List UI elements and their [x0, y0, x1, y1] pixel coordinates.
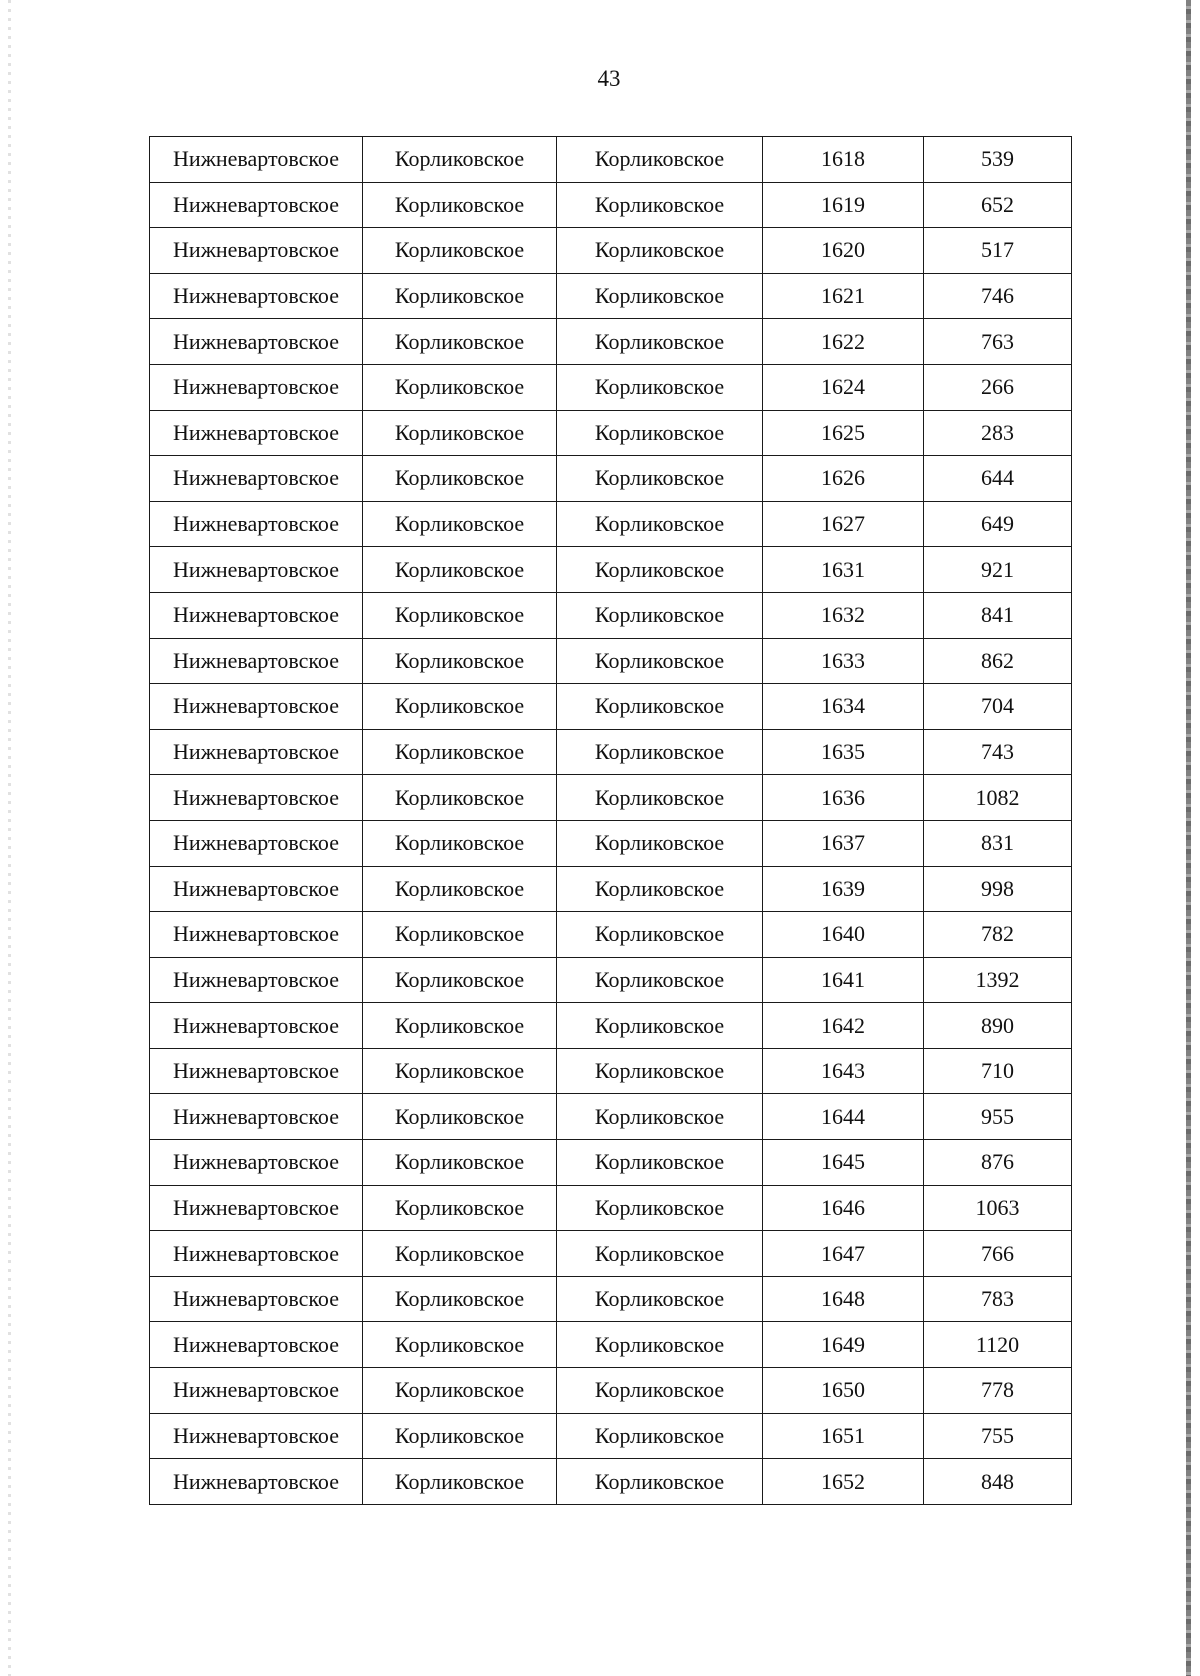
cell-district: Нижневартовское [150, 1413, 363, 1459]
cell-well-number: 1644 [763, 1094, 924, 1140]
cell-field: Корликовское [363, 228, 557, 274]
cell-district: Нижневартовское [150, 1459, 363, 1505]
cell-district: Нижневартовское [150, 1094, 363, 1140]
cell-value: 1063 [924, 1185, 1072, 1231]
table-row [150, 1140, 1072, 1186]
table-row [150, 456, 1072, 502]
cell-value: 763 [924, 319, 1072, 365]
cell-field: Корликовское [363, 684, 557, 730]
cell-value: 955 [924, 1094, 1072, 1140]
cell-district: Нижневартовское [150, 137, 363, 183]
cell-field: Корликовское [363, 912, 557, 958]
table-row [150, 912, 1072, 958]
cell-value: 778 [924, 1368, 1072, 1414]
cell-well-number: 1622 [763, 319, 924, 365]
cell-district: Нижневартовское [150, 456, 363, 502]
cell-well-number: 1618 [763, 137, 924, 183]
cell-field: Корликовское [363, 1368, 557, 1414]
cell-district: Нижневартовское [150, 410, 363, 456]
cell-deposit: Корликовское [557, 638, 763, 684]
cell-value: 876 [924, 1140, 1072, 1186]
cell-field: Корликовское [363, 1231, 557, 1277]
table-row [150, 1048, 1072, 1094]
cell-district: Нижневартовское [150, 182, 363, 228]
cell-district: Нижневартовское [150, 912, 363, 958]
cell-well-number: 1619 [763, 182, 924, 228]
cell-district: Нижневартовское [150, 957, 363, 1003]
cell-well-number: 1652 [763, 1459, 924, 1505]
cell-district: Нижневартовское [150, 1322, 363, 1368]
cell-well-number: 1626 [763, 456, 924, 502]
cell-value: 890 [924, 1003, 1072, 1049]
cell-well-number: 1648 [763, 1276, 924, 1322]
cell-field: Корликовское [363, 957, 557, 1003]
cell-well-number: 1627 [763, 501, 924, 547]
cell-field: Корликовское [363, 319, 557, 365]
cell-field: Корликовское [363, 592, 557, 638]
cell-value: 766 [924, 1231, 1072, 1277]
data-table [149, 136, 1072, 1505]
cell-well-number: 1635 [763, 729, 924, 775]
cell-value: 1120 [924, 1322, 1072, 1368]
cell-district: Нижневартовское [150, 1276, 363, 1322]
table-row [150, 228, 1072, 274]
cell-well-number: 1650 [763, 1368, 924, 1414]
table-row [150, 684, 1072, 730]
cell-field: Корликовское [363, 729, 557, 775]
cell-deposit: Корликовское [557, 456, 763, 502]
cell-district: Нижневартовское [150, 1231, 363, 1277]
cell-well-number: 1634 [763, 684, 924, 730]
cell-value: 517 [924, 228, 1072, 274]
cell-value: 782 [924, 912, 1072, 958]
table-row [150, 1231, 1072, 1277]
cell-field: Корликовское [363, 273, 557, 319]
cell-deposit: Корликовское [557, 1322, 763, 1368]
table-row [150, 957, 1072, 1003]
cell-value: 831 [924, 820, 1072, 866]
table-row [150, 1413, 1072, 1459]
cell-well-number: 1641 [763, 957, 924, 1003]
cell-deposit: Корликовское [557, 1368, 763, 1414]
table-row [150, 775, 1072, 821]
table-row [150, 820, 1072, 866]
cell-district: Нижневартовское [150, 319, 363, 365]
cell-well-number: 1646 [763, 1185, 924, 1231]
cell-value: 283 [924, 410, 1072, 456]
cell-deposit: Корликовское [557, 1413, 763, 1459]
table-body [150, 137, 1072, 1505]
cell-well-number: 1633 [763, 638, 924, 684]
cell-deposit: Корликовское [557, 1003, 763, 1049]
cell-deposit: Корликовское [557, 501, 763, 547]
cell-well-number: 1645 [763, 1140, 924, 1186]
cell-deposit: Корликовское [557, 1459, 763, 1505]
table-row [150, 182, 1072, 228]
cell-field: Корликовское [363, 1459, 557, 1505]
cell-district: Нижневартовское [150, 729, 363, 775]
cell-district: Нижневартовское [150, 866, 363, 912]
cell-well-number: 1621 [763, 273, 924, 319]
cell-deposit: Корликовское [557, 547, 763, 593]
cell-district: Нижневартовское [150, 775, 363, 821]
cell-well-number: 1643 [763, 1048, 924, 1094]
cell-value: 652 [924, 182, 1072, 228]
cell-value: 704 [924, 684, 1072, 730]
table-row [150, 319, 1072, 365]
cell-field: Корликовское [363, 1185, 557, 1231]
cell-field: Корликовское [363, 775, 557, 821]
cell-field: Корликовское [363, 1276, 557, 1322]
cell-district: Нижневартовское [150, 638, 363, 684]
cell-value: 755 [924, 1413, 1072, 1459]
cell-field: Корликовское [363, 501, 557, 547]
cell-deposit: Корликовское [557, 137, 763, 183]
cell-district: Нижневартовское [150, 547, 363, 593]
cell-well-number: 1636 [763, 775, 924, 821]
cell-well-number: 1649 [763, 1322, 924, 1368]
cell-value: 841 [924, 592, 1072, 638]
cell-field: Корликовское [363, 137, 557, 183]
cell-field: Корликовское [363, 1413, 557, 1459]
table-row [150, 501, 1072, 547]
cell-value: 1082 [924, 775, 1072, 821]
cell-field: Корликовское [363, 1048, 557, 1094]
table-row [150, 1094, 1072, 1140]
cell-district: Нижневартовское [150, 684, 363, 730]
cell-deposit: Корликовское [557, 364, 763, 410]
cell-district: Нижневартовское [150, 1140, 363, 1186]
cell-well-number: 1632 [763, 592, 924, 638]
table-row [150, 592, 1072, 638]
cell-deposit: Корликовское [557, 1140, 763, 1186]
cell-district: Нижневартовское [150, 228, 363, 274]
page-number: 43 [597, 66, 621, 91]
cell-value: 921 [924, 547, 1072, 593]
cell-value: 746 [924, 273, 1072, 319]
table-row [150, 1185, 1072, 1231]
cell-field: Корликовское [363, 410, 557, 456]
cell-field: Корликовское [363, 456, 557, 502]
cell-deposit: Корликовское [557, 912, 763, 958]
table-row [150, 729, 1072, 775]
cell-deposit: Корликовское [557, 1231, 763, 1277]
cell-field: Корликовское [363, 638, 557, 684]
cell-district: Нижневартовское [150, 1185, 363, 1231]
cell-district: Нижневартовское [150, 1003, 363, 1049]
cell-field: Корликовское [363, 547, 557, 593]
cell-value: 539 [924, 137, 1072, 183]
table-row [150, 638, 1072, 684]
cell-value: 862 [924, 638, 1072, 684]
cell-well-number: 1620 [763, 228, 924, 274]
cell-value: 998 [924, 866, 1072, 912]
cell-value: 743 [924, 729, 1072, 775]
cell-value: 644 [924, 456, 1072, 502]
table-row [150, 866, 1072, 912]
table-row [150, 273, 1072, 319]
scan-edge-right [1186, 0, 1191, 1676]
scan-edge-left [8, 0, 11, 1676]
cell-field: Корликовское [363, 1322, 557, 1368]
table-row [150, 1459, 1072, 1505]
cell-deposit: Корликовское [557, 957, 763, 1003]
cell-value: 1392 [924, 957, 1072, 1003]
cell-deposit: Корликовское [557, 1276, 763, 1322]
cell-value: 783 [924, 1276, 1072, 1322]
cell-deposit: Корликовское [557, 319, 763, 365]
cell-value: 710 [924, 1048, 1072, 1094]
cell-well-number: 1631 [763, 547, 924, 593]
cell-well-number: 1639 [763, 866, 924, 912]
cell-deposit: Корликовское [557, 1048, 763, 1094]
cell-field: Корликовское [363, 1140, 557, 1186]
cell-deposit: Корликовское [557, 866, 763, 912]
table-row [150, 410, 1072, 456]
cell-well-number: 1624 [763, 364, 924, 410]
cell-field: Корликовское [363, 182, 557, 228]
table-row [150, 364, 1072, 410]
cell-well-number: 1642 [763, 1003, 924, 1049]
cell-district: Нижневартовское [150, 273, 363, 319]
cell-deposit: Корликовское [557, 410, 763, 456]
cell-deposit: Корликовское [557, 228, 763, 274]
table-row [150, 1368, 1072, 1414]
table-row [150, 547, 1072, 593]
cell-deposit: Корликовское [557, 1094, 763, 1140]
cell-field: Корликовское [363, 1003, 557, 1049]
cell-well-number: 1647 [763, 1231, 924, 1277]
cell-field: Корликовское [363, 364, 557, 410]
cell-field: Корликовское [363, 820, 557, 866]
cell-deposit: Корликовское [557, 592, 763, 638]
cell-deposit: Корликовское [557, 182, 763, 228]
cell-deposit: Корликовское [557, 775, 763, 821]
cell-deposit: Корликовское [557, 1185, 763, 1231]
cell-district: Нижневартовское [150, 364, 363, 410]
table-row [150, 1276, 1072, 1322]
cell-value: 266 [924, 364, 1072, 410]
cell-field: Корликовское [363, 1094, 557, 1140]
cell-field: Корликовское [363, 866, 557, 912]
cell-district: Нижневартовское [150, 1048, 363, 1094]
cell-deposit: Корликовское [557, 273, 763, 319]
cell-value: 649 [924, 501, 1072, 547]
table-row [150, 1003, 1072, 1049]
table-row [150, 1322, 1072, 1368]
cell-deposit: Корликовское [557, 684, 763, 730]
cell-district: Нижневартовское [150, 820, 363, 866]
cell-deposit: Корликовское [557, 729, 763, 775]
cell-district: Нижневартовское [150, 592, 363, 638]
cell-well-number: 1637 [763, 820, 924, 866]
cell-well-number: 1625 [763, 410, 924, 456]
cell-district: Нижневартовское [150, 1368, 363, 1414]
cell-value: 848 [924, 1459, 1072, 1505]
cell-deposit: Корликовское [557, 820, 763, 866]
cell-well-number: 1651 [763, 1413, 924, 1459]
cell-well-number: 1640 [763, 912, 924, 958]
table-row [150, 137, 1072, 183]
cell-district: Нижневартовское [150, 501, 363, 547]
